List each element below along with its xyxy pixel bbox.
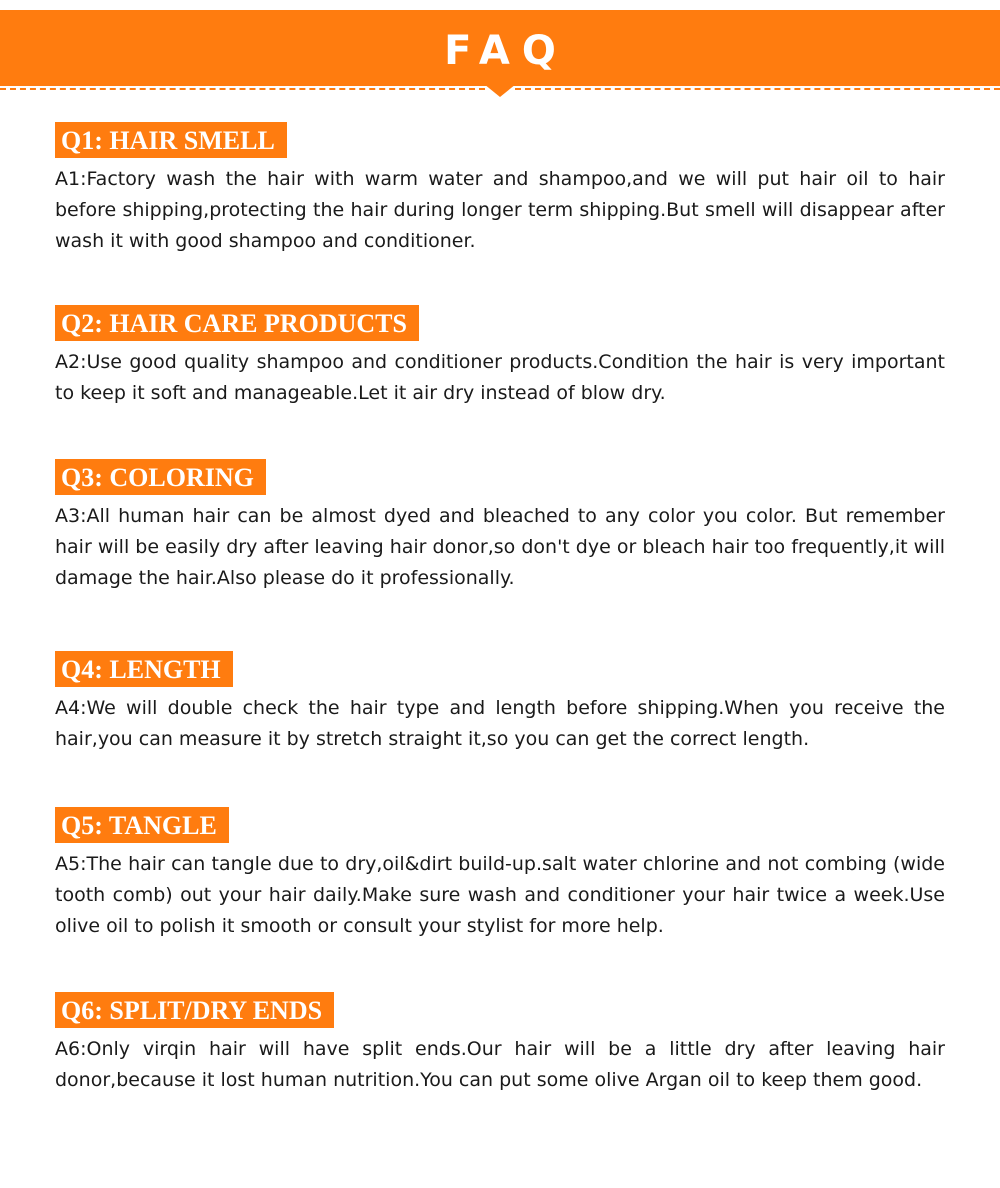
divider-right (515, 88, 1000, 90)
faq-item-tangle (55, 807, 945, 942)
answer-text: A5:The hair can tangle due to dry,oil&dirt build-up.salt water chlorine and not combing (wide tooth comb) out your hair daily.Make sure wash and conditioner your hair twice a week.Use olive oil to polish it smooth or consult your stylist for more help. (55, 853, 945, 937)
banner-pointer (484, 84, 516, 97)
answer-text: A3:All human hair can be almost dyed and bleached to any color you color. But remember hair will be easily dry after leaving hair donor,so don't dye or bleach hair too frequently,it will damage the hair.Also please do it professionally. (55, 505, 945, 589)
divider-left (0, 88, 485, 90)
faq-banner (0, 10, 1000, 86)
faq-item-hair-smell (55, 122, 945, 257)
faq-item-hair-care-products (55, 305, 945, 409)
question-label: Q3: COLORING (55, 459, 266, 495)
question-label: Q4: LENGTH (55, 651, 233, 687)
faq-item-coloring (55, 459, 945, 594)
faq-item-length (55, 651, 945, 755)
question-label: Q5: TANGLE (55, 807, 229, 843)
page-title: FAQ (444, 28, 568, 74)
answer-text: A2:Use good quality shampoo and conditioner products.Condition the hair is very important to keep it soft and manageable.Let it air dry instead of blow dry. (55, 351, 945, 404)
question-label: Q6: SPLIT/DRY ENDS (55, 992, 334, 1028)
question-label: Q1: HAIR SMELL (55, 122, 287, 158)
faq-item-split-dry-ends (55, 992, 945, 1096)
answer-text: A1:Factory wash the hair with warm water and shampoo,and we will put hair oil to hair before shipping,protecting the hair during longer term shipping.But smell will disappear after wash it with good shampoo and conditioner. (55, 168, 945, 252)
question-label: Q2: HAIR CARE PRODUCTS (55, 305, 419, 341)
answer-text: A6:Only virqin hair will have split ends.Our hair will be a little dry after leaving hair donor,because it lost human nutrition.You can put some olive Argan oil to keep them good. (55, 1038, 945, 1091)
answer-text: A4:We will double check the hair type and length before shipping.When you receive the hair,you can measure it by stretch straight it,so you can get the correct length. (55, 697, 945, 750)
